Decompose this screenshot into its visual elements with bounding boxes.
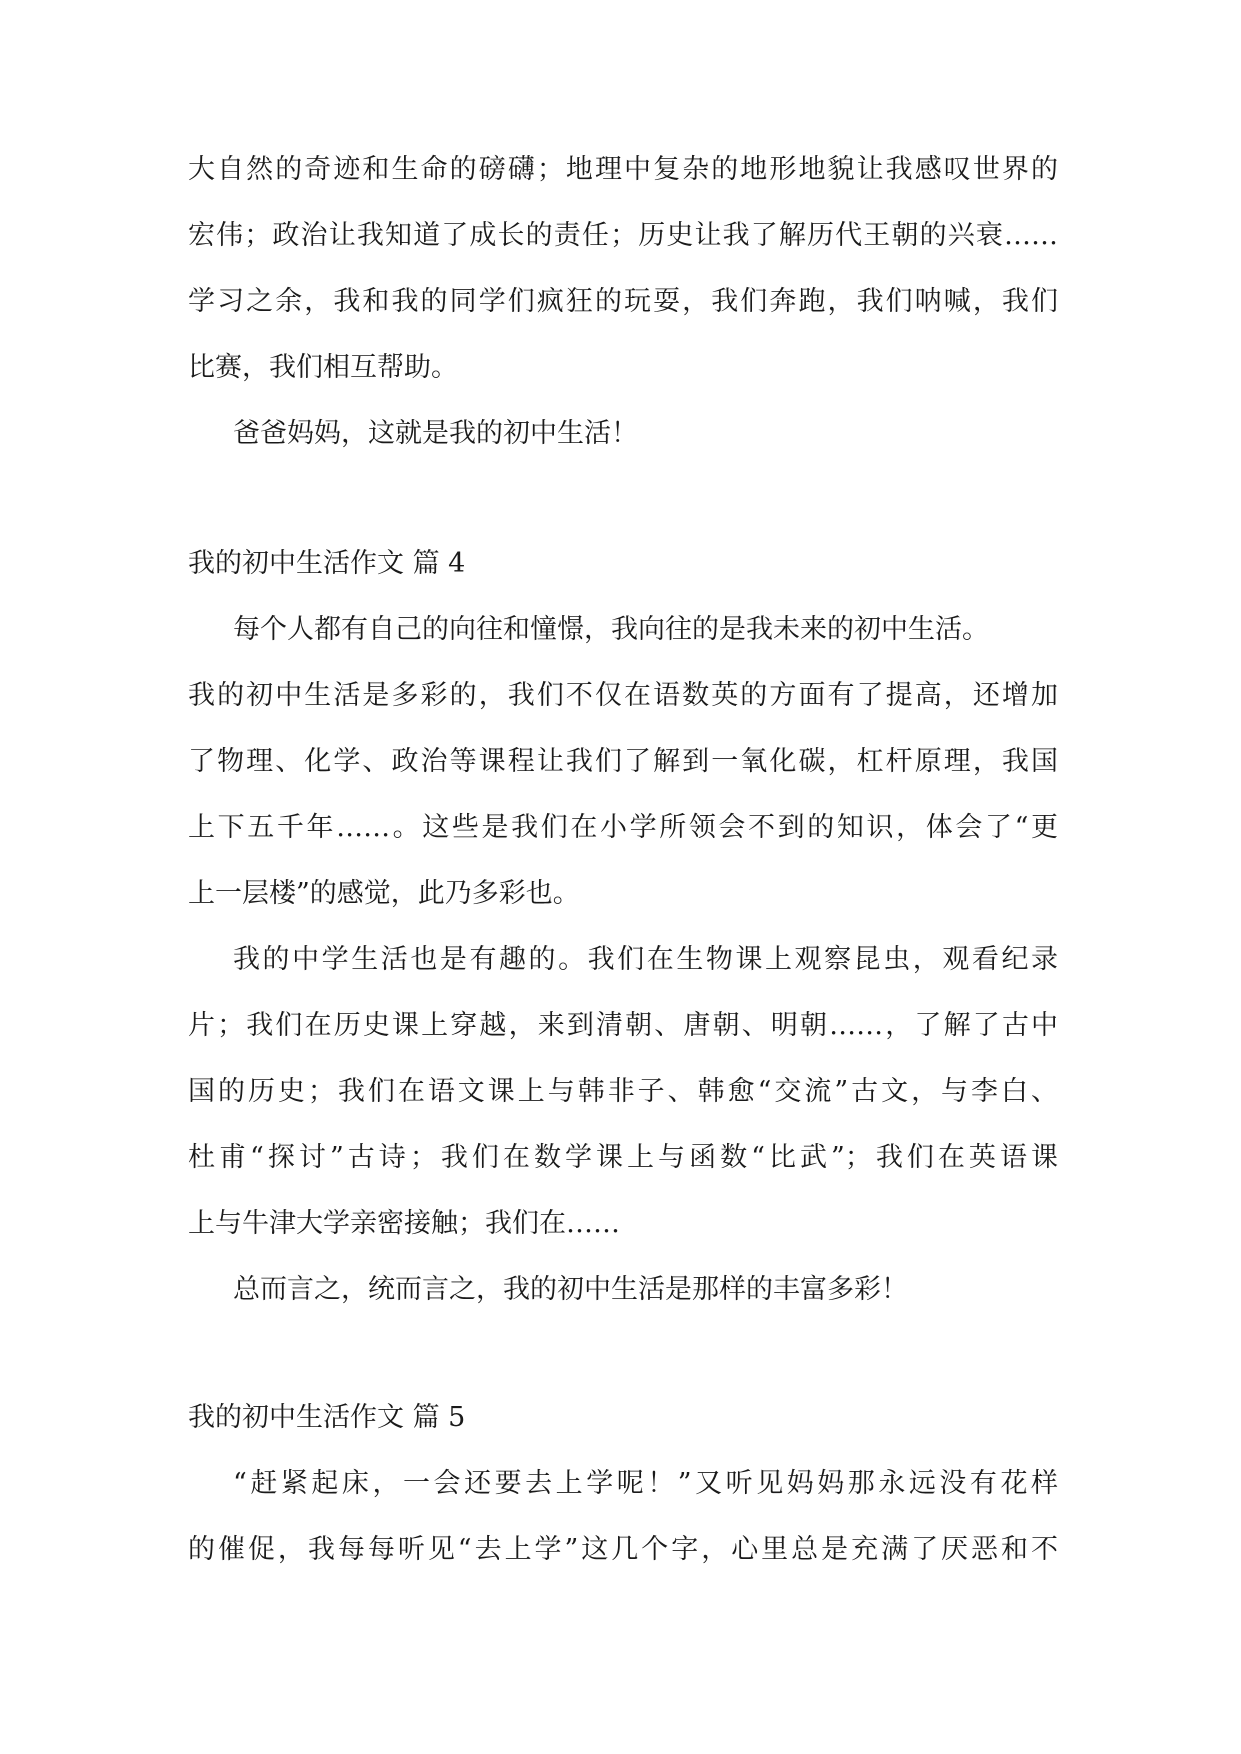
text-line: 比赛，我们相互帮助。 [188,352,458,383]
text-line: 国的历史；我们在语文课上与韩非子、韩愈“交流”古文，与李白、 [188,1076,1058,1107]
text-line: 上与牛津大学亲密接触；我们在…… [188,1208,620,1239]
text-line: 上下五千年……。这些是我们在小学所领会不到的知识，体会了“更 [188,812,1058,843]
paragraph-line: 我的中学生活也是有趣的。我们在生物课上观察昆虫，观看纪录 [233,944,1058,975]
text-line: 了物理、化学、政治等课程让我们了解到一氧化碳，杠杆原理，我国 [188,746,1058,777]
paragraph-line: 每个人都有自己的向往和憧憬，我向往的是我未来的初中生活。 [233,614,989,645]
text-line: 杜甫“探讨”古诗；我们在数学课上与函数“比武”；我们在英语课 [188,1142,1058,1173]
paragraph-line: “赶紧起床，一会还要去上学呢！”又听见妈妈那永远没有花样 [233,1468,1058,1499]
section-heading: 我的初中生活作文 篇 5 [188,1402,466,1433]
text-line: 的催促，我每每听见“去上学”这几个字，心里总是充满了厌恶和不 [188,1534,1058,1565]
text-line: 我的初中生活是多彩的，我们不仅在语数英的方面有了提高，还增加 [188,680,1058,711]
paragraph-line: 总而言之，统而言之，我的初中生活是那样的丰富多彩！ [233,1274,908,1305]
text-line: 片；我们在历史课上穿越，来到清朝、唐朝、明朝……，了解了古中 [188,1010,1058,1041]
paragraph-line: 爸爸妈妈，这就是我的初中生活！ [233,418,638,449]
text-line: 学习之余，我和我的同学们疯狂的玩耍，我们奔跑，我们呐喊，我们 [188,286,1058,317]
text-line: 宏伟；政治让我知道了成长的责任；历史让我了解历代王朝的兴衰…… [188,220,1058,251]
text-line: 上一层楼”的感觉，此乃多彩也。 [188,878,580,909]
section-heading: 我的初中生活作文 篇 4 [188,548,466,579]
text-line: 大自然的奇迹和生命的磅礴；地理中复杂的地形地貌让我感叹世界的 [188,154,1058,185]
